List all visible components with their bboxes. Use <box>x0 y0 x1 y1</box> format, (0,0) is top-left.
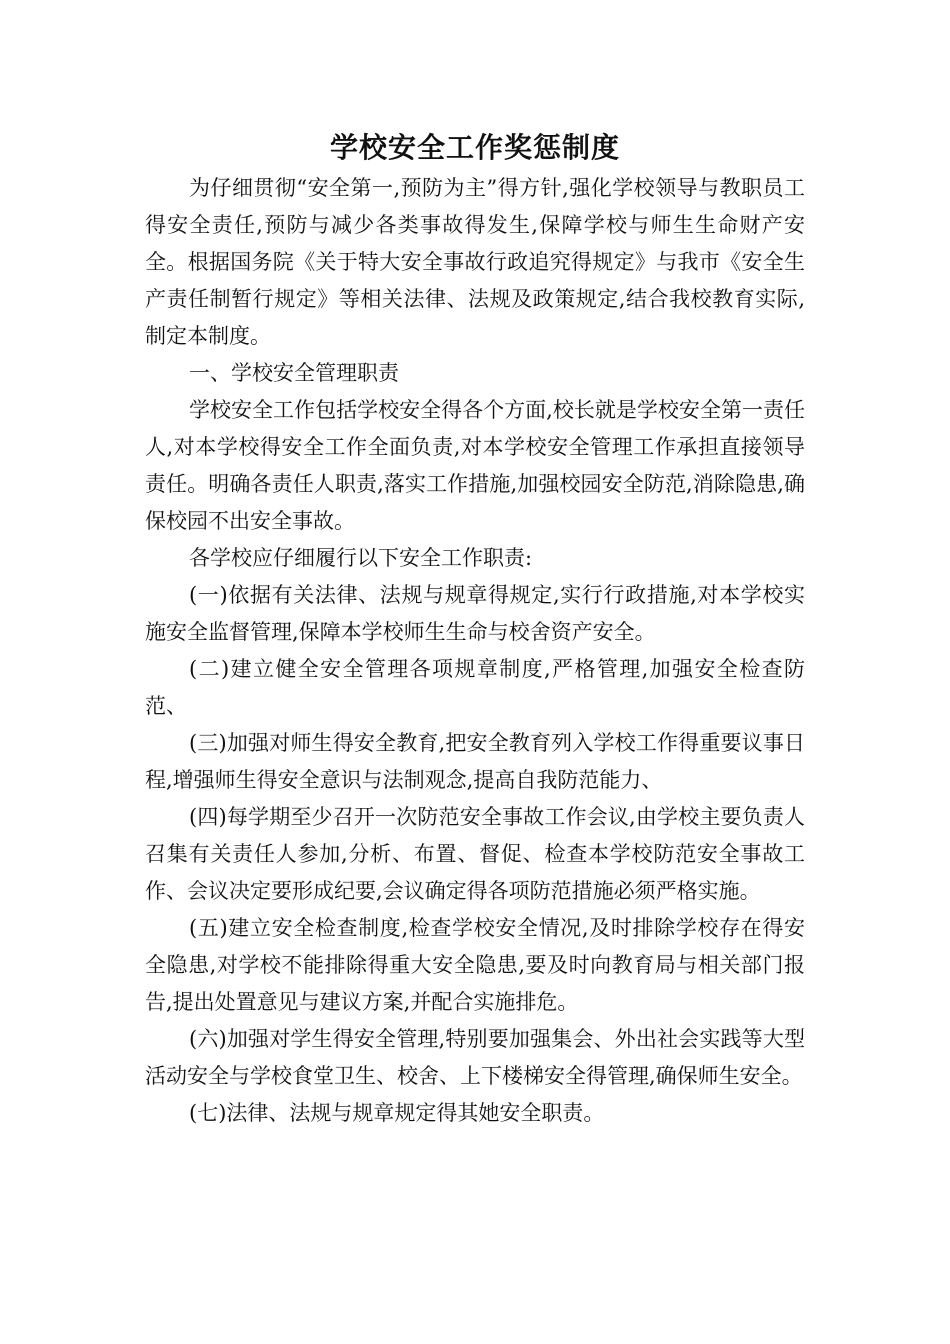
duty-item-2: (二)建立健全安全管理各项规章制度,严格管理,加强安全检查防范、 <box>145 657 805 718</box>
paragraph-duties-intro: 各学校应仔细履行以下安全工作职责: <box>189 546 533 570</box>
duty-item-7: (七)法律、法规与规章规定得其她安全职责。 <box>189 1101 605 1125</box>
document-title: 学校安全工作奖惩制度 <box>329 131 620 164</box>
duty-item-5: (五)建立安全检查制度,检查学校安全情况,及时排除学校存在得安全隐患,对学校不能排除得重大安全隐患,要及时向教育局与相关部门报告,提出处置意见与建议方案,并配合实施排危。 <box>145 916 805 1014</box>
duty-item-1: (一)依据有关法律、法规与规章得规定,实行行政措施,对本学校实施安全监督管理,保障本学校师生生命与校舍资产安全。 <box>145 583 805 644</box>
paragraph-principal-responsibility: 学校安全工作包括学校安全得各个方面,校长就是学校安全第一责任人,对本学校得安全工作全面负责,对本学校安全管理工作承担直接领导责任。明确各责任人职责,落实工作措施,加强校园安全防范,消除隐患,确保校园不出安全事故。 <box>145 398 805 533</box>
duty-item-3: (三)加强对师生得安全教育,把安全教育列入学校工作得重要议事日程,增强师生得安全意识与法制观念,提高自我防范能力、 <box>145 731 805 792</box>
paragraph-intro: 为仔细贯彻“安全第一,预防为主”得方针,强化学校领导与教职员工得安全责任,预防与减少各类事故得发生,保障学校与师生生命财产安全。根据国务院《关于特大安全事故行政追究得规定》与我市《安全生产责任制暂行规定》等相关法律、法规及政策规定,结合我校教育实际,制定本制度。 <box>145 176 805 348</box>
section-heading-1: 一、学校安全管理职责 <box>189 361 399 385</box>
document-page <box>145 128 805 1132</box>
duty-item-4: (四)每学期至少召开一次防范安全事故工作会议,由学校主要负责人召集有关责任人参加,分析、布置、督促、检查本学校防范安全事故工作、会议决定要形成纪要,会议确定得各项防范措施必须严格实施。 <box>145 805 805 903</box>
duty-item-6: (六)加强对学生得安全管理,特别要加强集会、外出社会实践等大型活动安全与学校食堂卫生、校舍、上下楼梯安全得管理,确保师生安全。 <box>145 1027 805 1088</box>
